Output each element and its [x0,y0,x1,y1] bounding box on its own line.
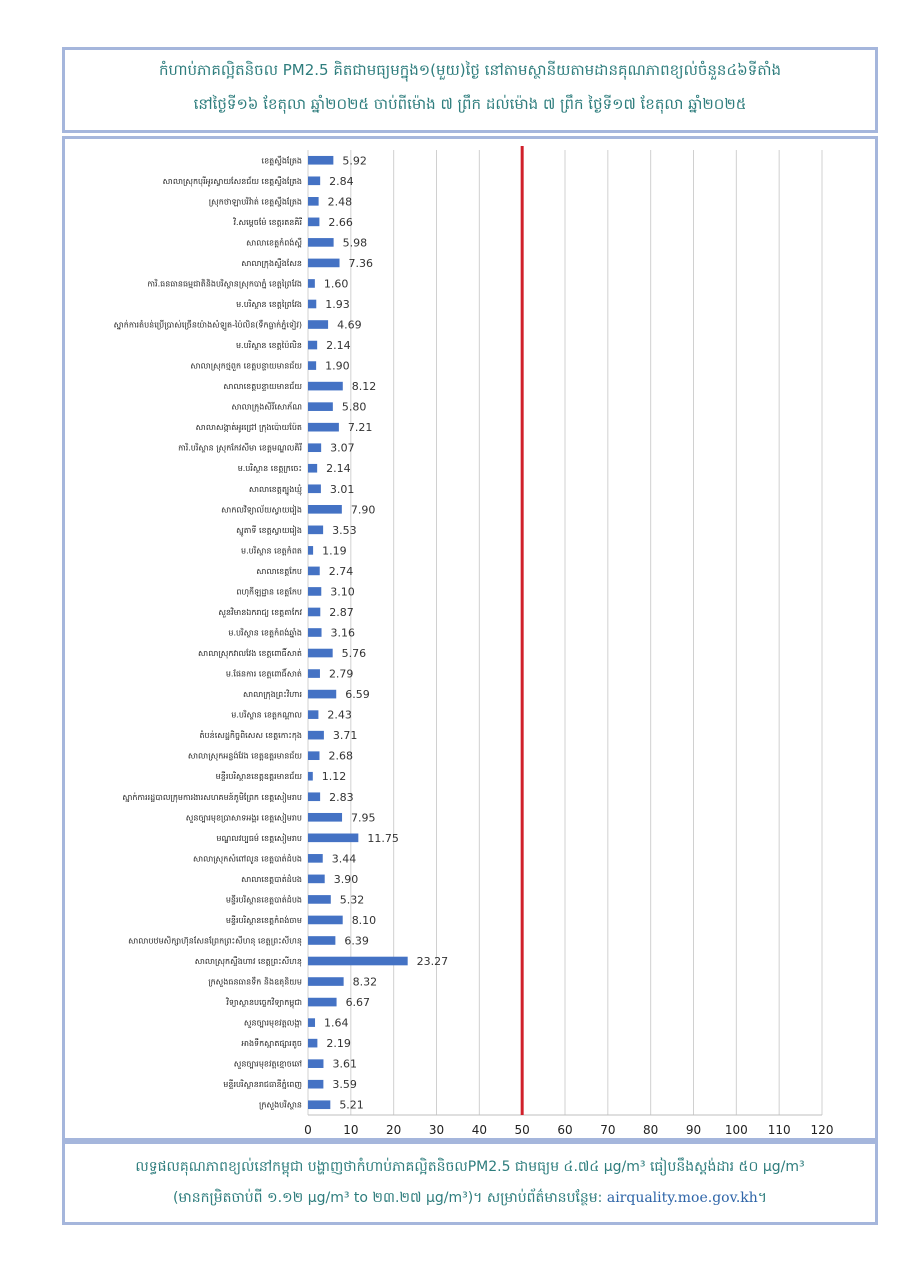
value-label: 2.87 [329,605,354,619]
category-label: វិ.សម្ដេចម៉ែ ខេត្តរតនគិរី [233,217,302,227]
bar [308,731,324,740]
category-label: ម.បរិស្ថាន ខេត្តព្រៃវែង [236,299,302,309]
value-label: 2.84 [329,174,354,188]
value-label: 1.64 [324,1016,349,1030]
category-label: ស្រុកថាឡាបរិវ៉ាត់ ខេត្តស្ទឹងត្រែង [208,197,302,207]
value-label: 3.71 [332,729,358,743]
value-label: 2.79 [328,667,354,681]
category-label: ម.បរិស្ថាន ខេត្តក្រចេះ [237,464,302,474]
category-label: មណ្ឌលវប្បធម៌ ខេត្តសៀមរាប [216,833,302,843]
category-label: តំបន់សេដ្ឋកិច្ចពិសេស ខេត្តកោះកុង [199,731,302,741]
value-label: 5.76 [341,647,367,661]
bar [308,341,317,350]
category-label: សាកលវិទ្យាល័យស្វាយរៀង [221,505,302,515]
title-box [62,47,878,133]
bar [308,854,323,863]
bar [308,197,319,206]
category-label: មន្ទីរបរិស្ថានរាជធានីភ្នំពេញ [223,1080,302,1090]
bar [308,1018,315,1027]
x-tick-label: 120 [810,1123,834,1137]
category-label: សាលាខេត្តបន្ទាយមានជ័យ [223,382,302,392]
value-label: 3.90 [333,872,359,886]
category-label: សាលាស្រុកសំពៅលូន ខេត្តបាត់ដំបង [192,854,302,864]
category-label: ស្នូតាទី ខេត្តស្វាយរៀង [236,525,302,535]
category-label: ម.បរិស្ថាន ខេត្តប៉ៃលិន [235,341,302,351]
category-label: ម.បរិស្ថាន ខេត្តកណ្ដាល [231,710,302,720]
bar [308,505,342,514]
title-line-2: នៅថ្ងៃទី១៦ ខែតុលា ឆ្នាំ២០២៥ ចាប់ពីម៉ោង ៧ ព្រឹក ដល់ម៉ោង ៧ ព្រឹក ថ្ងៃទី១៧ ខែតុលា ឆ្នាំ២០២៥ [193,95,747,113]
bar [308,259,340,268]
value-label: 23.27 [416,955,449,969]
category-label: សាលាខេត្តត្បូងឃ្មុំ [248,484,302,494]
footer-line-2 [65,1188,875,1209]
value-label: 7.95 [351,811,376,825]
value-label: 1.60 [323,277,349,291]
category-label: អាងទឹកស្អាតផ្សារតូច [241,1039,302,1049]
footer-range-text: (មានកម្រិតចាប់ពី ១.១២ μg/m³ to ២៣.២៧ μg/m³)។ សម្រាប់ព័ត៌មានបន្ថែម: [172,1190,603,1206]
category-label: សាលាស្រុកស្ទឹងហាវ ខេត្តព្រះសីហនុ [194,957,302,967]
value-label: 2.68 [328,749,353,763]
bar [308,176,320,185]
value-label: 8.10 [351,913,377,927]
category-label: ខេត្តស្ទឹងត្រែង [261,156,302,166]
value-label: 3.61 [332,1057,357,1071]
bar [308,156,333,165]
category-label: សួនវិមានឯករាជ្យ ខេត្តតាកែវ [218,607,302,617]
category-label: ពហុកីឡដ្ឋាន ខេត្តកែប [236,587,302,597]
category-label: សួនច្បារមុខវត្តលង្កា [243,1018,302,1028]
category-label: សាលាក្រុងស្ទឹងសែន [241,258,302,268]
category-label: មន្ទីរបរិស្ថានខេត្តកំពង់ចាម [225,915,302,925]
value-label: 8.12 [351,380,377,394]
value-label: 4.69 [337,318,362,332]
value-label: 8.32 [352,975,378,989]
value-label: 5.92 [342,154,367,168]
category-label: ស្នាក់ការរដ្ឋបាលក្រុមការងារសហគមន៍ភូមិព្រែក ខេត្តសៀមរាប [122,792,302,802]
value-label: 2.66 [328,215,353,229]
category-label: សាលាស្រុកវាលវែង ខេត្តពោធិ៍សាត់ [198,649,302,659]
category-label: សាលាសង្កាត់អូរជ្រៅ ក្រុងប៉ោយប៉ែត [195,423,302,433]
category-label: ម.ផែនការ ខេត្តពោធិ៍សាត់ [225,669,302,679]
category-label: សាលាបឋមសិក្សាហ៊ុនសែនព្រែកព្រះសីហនុ ខេត្តព្រះសីហនុ [128,936,302,946]
bar [308,279,315,288]
footer-link-suffix: ។ [757,1190,768,1206]
bar [308,464,317,473]
footer-box [62,1141,878,1225]
x-tick-label: 0 [304,1123,312,1137]
category-label: សួនច្បារមុខប្រាសាទអង្គរ ខេត្តសៀមរាប [185,813,302,823]
bar [308,792,320,801]
value-label: 5.21 [339,1098,364,1112]
bar [308,916,343,925]
category-label: សាលាខេត្តកែប [256,566,302,576]
category-label: ការិ.ធនធានធម្មជាតិនិងបរិស្ថានស្រុកបាភ្នំ ខេត្តព្រៃវែង [147,279,302,289]
value-label: 7.21 [347,421,373,435]
bar [308,382,343,391]
value-label: 2.74 [328,564,354,578]
category-label: មន្ទីរបរិស្ថានខេត្តឧត្តរមានជ័យ [215,772,302,782]
bar [308,957,408,966]
x-tick-label: 100 [724,1123,748,1137]
category-label: ក្រសួងបរិស្ថាន [258,1100,302,1110]
bar [308,526,323,535]
x-tick-label: 20 [386,1123,402,1137]
bar [308,628,322,637]
category-label: វិទ្យាស្ថានបច្ចេកវិទ្យាកម្ពុជា [226,998,302,1008]
website-link[interactable]: airquality.moe.gov.kh [606,1190,758,1206]
value-label: 5.98 [342,236,368,250]
value-label: 2.48 [327,195,353,209]
bar [308,669,320,678]
value-label: 7.90 [350,503,376,517]
value-label: 6.59 [345,688,370,702]
value-label: 1.19 [322,544,347,558]
category-label: សាលាខេត្តបាត់ដំបង [241,874,302,884]
bar [308,238,334,247]
bar [308,936,335,945]
category-label: សាលាក្រុងព្រះវិហារ [242,690,302,700]
x-tick-label: 40 [471,1123,487,1137]
bar [308,567,320,576]
bar [308,977,344,986]
chart-box [62,136,878,1141]
bar [308,1100,330,1109]
bar [308,690,336,699]
value-label: 6.39 [344,934,369,948]
category-label: ម.បរិស្ថាន ខេត្តកំពង់ឆ្នាំង [228,628,302,638]
category-label: សាលាក្រុងសិរីសោភ័ណ [231,402,302,412]
x-tick-label: 60 [557,1123,573,1137]
x-tick-label: 50 [514,1123,530,1137]
bar [308,813,342,822]
value-label: 11.75 [367,831,399,845]
bar [308,361,316,370]
bar [308,772,313,781]
value-label: 7.36 [348,256,374,270]
category-label: សាលាស្រុកថ្មពួក ខេត្តបន្ទាយមានជ័យ [190,361,302,371]
value-label: 2.14 [326,339,351,353]
bar [308,1039,317,1048]
category-label: ក្រសួងធនធានទឹក និងឧតុនិយម [208,977,302,987]
value-label: 1.90 [325,359,350,373]
x-tick-label: 70 [600,1123,616,1137]
title-line-1: កំហាប់ភាគល្អិតនិចល PM2.5 គិតជាមធ្យមក្នុង១(មួយ)ថ្ងៃ នៅតាមស្ថានីយតាមដានគុណភាពខ្យល់ចំនួន៤៦ទីតាំង [158,61,782,79]
bar [308,320,328,329]
category-label: សួនច្បារមុខវត្តខ្មោចឆៅ [233,1059,302,1069]
pm25-bar-chart [65,139,875,1138]
bar [308,587,321,596]
category-label: សាលាស្រុកបុរីអូរស្វាយសែនជ័យ ខេត្តស្ទឹងត្រែង [162,176,302,186]
value-label: 2.43 [327,708,352,722]
bar [308,443,321,452]
bar [308,300,316,309]
category-label: ស្នាក់ការតំបន់ប្រើប្រាស់ច្រើនយ៉ាងសំឡូត-ប៉ៃលិន(ទឹកធ្លាក់ភ្នំទៀវ) [113,320,302,330]
value-label: 1.93 [325,297,350,311]
x-tick-label: 80 [643,1123,659,1137]
category-label: សាលាស្រុកអន្លង់វែង ខេត្តឧត្តរមានជ័យ [187,751,302,761]
bar [308,546,313,555]
bar [308,423,339,432]
value-label: 1.12 [321,770,347,784]
x-tick-label: 110 [767,1123,791,1137]
bar [308,998,337,1007]
value-label: 6.67 [345,996,371,1010]
category-label: សាលាខេត្តកំពង់ស្ពឺ [246,238,302,248]
bar [308,402,333,411]
bar [308,895,331,904]
value-label: 3.44 [331,852,357,866]
value-label: 2.83 [329,790,354,804]
value-label: 3.53 [332,523,357,537]
bar [308,834,358,843]
value-label: 5.32 [339,893,365,907]
value-label: 5.80 [341,400,367,414]
x-tick-label: 10 [343,1123,359,1137]
x-tick-label: 30 [428,1123,445,1137]
bar [308,710,318,719]
value-label: 3.01 [329,482,355,496]
category-label: ម.បរិស្ថាន ខេត្តកំពត [241,546,302,556]
bar [308,751,319,760]
bar [308,218,319,227]
value-label: 2.19 [326,1037,351,1051]
bar [308,608,320,617]
bar [308,484,321,493]
value-label: 3.59 [332,1078,357,1092]
bar [308,1059,323,1068]
x-tick-label: 90 [685,1123,702,1137]
footer-line-1: លទ្ធផលគុណភាពខ្យល់នៅកម្ពុជា បង្ហាញថាកំហាប់ភាគល្អិតនិចលPM2.5 ជាមធ្យម ៤.៧៤ μg/m³ ធៀបនឹងស្តង់ដារ ៥០ μg/m³ [135,1159,805,1175]
category-label: ការិ.បរិស្ថាន ស្រុកកែវសីមា ខេត្តមណ្ឌលគិរី [178,443,302,453]
bar [308,1080,323,1089]
bar [308,875,325,884]
value-label: 2.14 [326,462,351,476]
bar [308,649,333,658]
value-label: 3.07 [330,441,355,455]
value-label: 3.16 [330,626,356,640]
value-label: 3.10 [330,585,355,599]
category-label: មន្ទីរបរិស្ថានខេត្តបាត់ដំបង [225,895,302,905]
